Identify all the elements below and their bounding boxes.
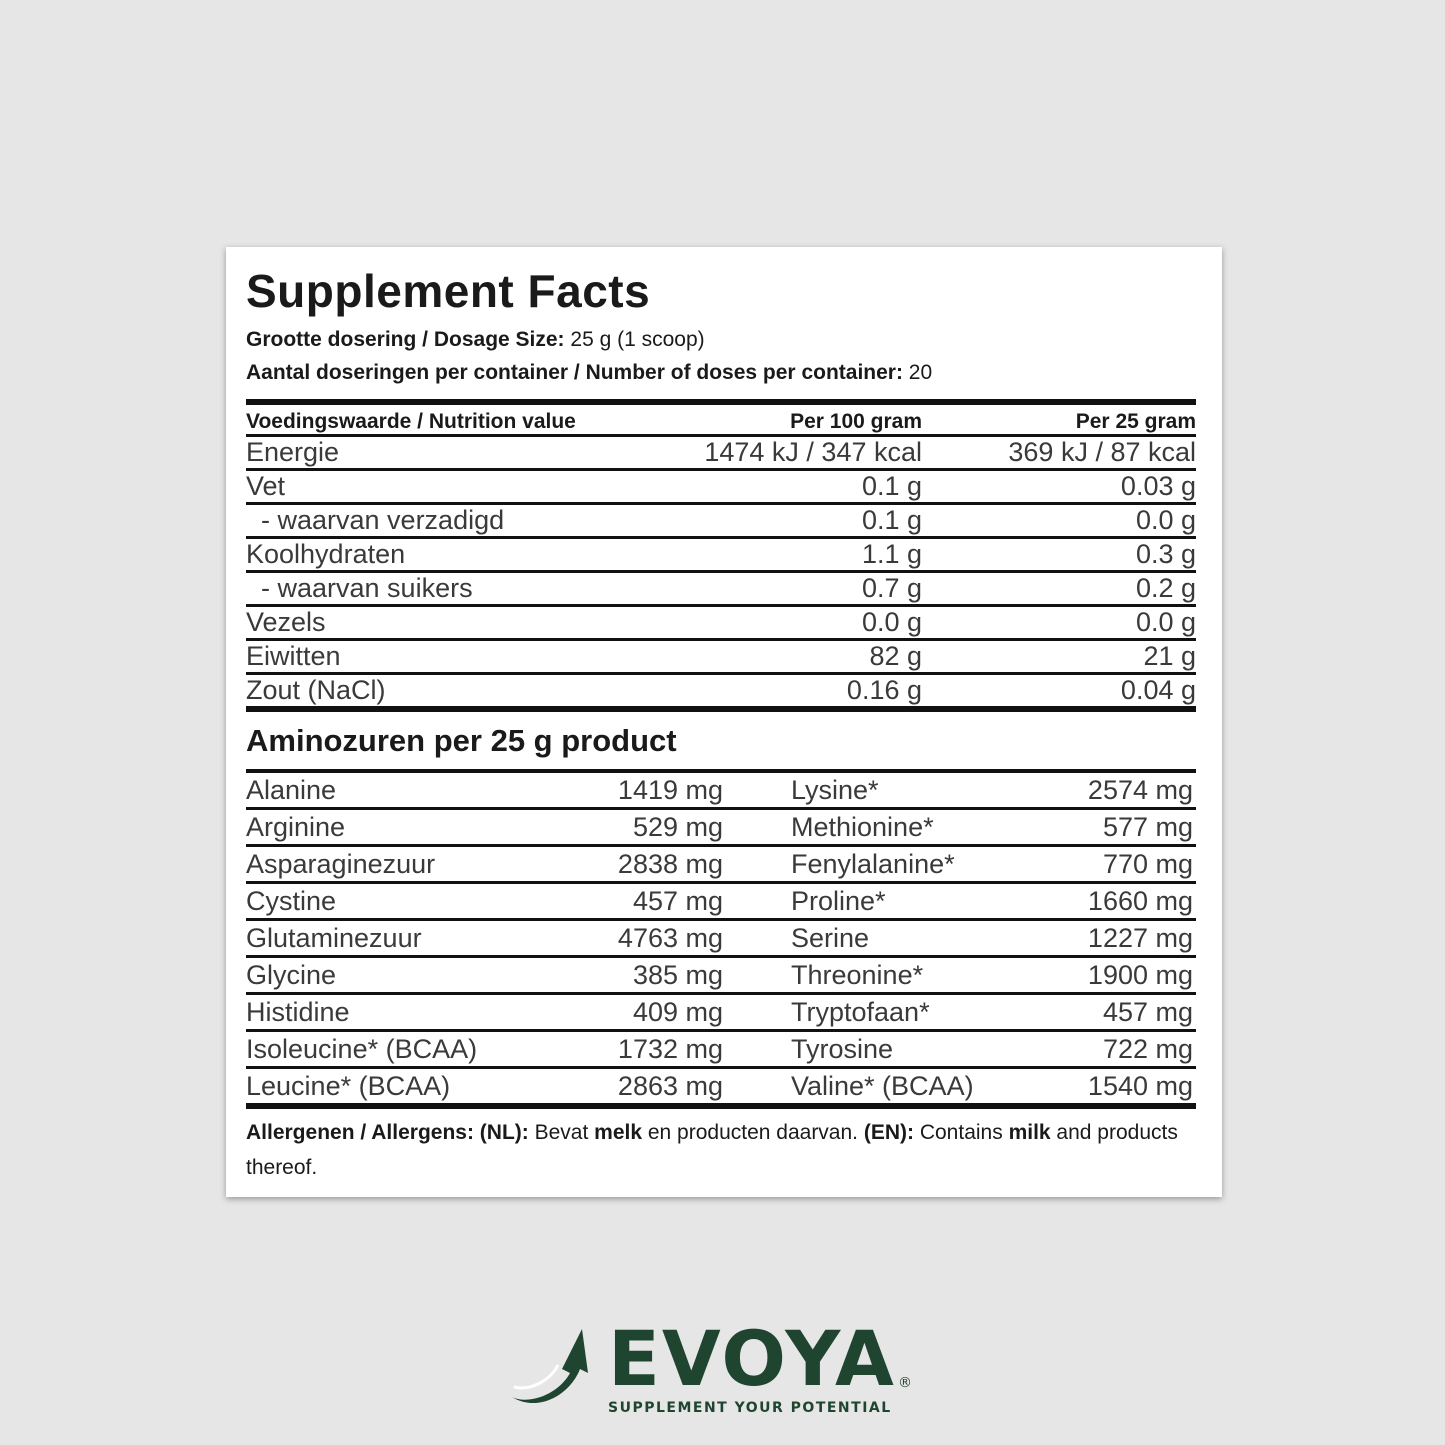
- nutrition-row: [246, 536, 1196, 570]
- nutrition-header-per100: Per 100 gram: [790, 410, 922, 433]
- amino-row: [246, 918, 1196, 955]
- doses-per-container-value: 20: [902, 361, 933, 384]
- amino-name: Asparaginezuur: [246, 848, 436, 879]
- nutrition-per25: 0.0 g: [1135, 505, 1196, 535]
- nutrition-per100: 0.1 g: [861, 471, 922, 501]
- nutrition-row: [246, 434, 1196, 468]
- amino-name: Serine: [791, 922, 870, 953]
- nutrition-per25: 0.3 g: [1135, 539, 1196, 569]
- allergen-label: Allergenen / Allergens: (NL):: [246, 1121, 529, 1144]
- amino-name: Histidine: [246, 996, 350, 1027]
- allergen-text: and products thereof.: [246, 1121, 1178, 1179]
- nutrition-per25: 21 g: [1143, 641, 1196, 671]
- allergen-milk-en: milk: [1008, 1121, 1051, 1144]
- amino-value: 2574 mg: [1087, 774, 1193, 805]
- supplement-facts-panel: [226, 247, 1222, 1197]
- amino-name: Glutaminezuur: [246, 922, 422, 953]
- amino-name: Cystine: [246, 885, 337, 916]
- nutrition-name: Koolhydraten: [246, 539, 406, 569]
- nutrition-header: [246, 405, 1196, 434]
- amino-row: [246, 881, 1196, 918]
- dosage-size-label: Grootte dosering / Dosage Size:: [246, 328, 565, 351]
- amino-value: 4763 mg: [617, 922, 723, 953]
- allergen-en-label: (EN):: [863, 1121, 914, 1144]
- nutrition-per25: 0.0 g: [1135, 607, 1196, 637]
- nutrition-per100: 0.0 g: [861, 607, 922, 637]
- amino-value: 577 mg: [1102, 811, 1193, 842]
- allergen-text: Contains: [914, 1121, 1009, 1144]
- nutrition-row: [246, 638, 1196, 672]
- nutrition-row: [246, 468, 1196, 502]
- amino-value: 529 mg: [632, 811, 723, 842]
- amino-value: 1419 mg: [617, 774, 723, 805]
- serving-info: [246, 323, 1196, 389]
- amino-value: 1540 mg: [1087, 1070, 1193, 1101]
- amino-value: 2863 mg: [617, 1070, 723, 1101]
- allergen-text: en producten daarvan.: [642, 1121, 864, 1144]
- amino-value: 457 mg: [632, 885, 723, 916]
- allergen-text: Bevat: [528, 1121, 595, 1144]
- nutrition-per25: 0.04 g: [1120, 675, 1196, 705]
- nutrition-per25: 0.03 g: [1120, 471, 1196, 501]
- nutrition-header-name: Voedingswaarde / Nutrition value: [246, 410, 576, 433]
- arrow-mark-icon: [508, 1325, 598, 1415]
- nutrition-name: - waarvan verzadigd: [261, 505, 505, 535]
- amino-row: [246, 844, 1196, 881]
- amino-table: [246, 769, 1196, 1103]
- amino-name: Tyrosine: [791, 1033, 894, 1064]
- amino-name: Leucine* (BCAA): [246, 1070, 451, 1101]
- nutrition-row: [246, 604, 1196, 638]
- nutrition-per100: 82 g: [869, 641, 922, 671]
- nutrition-table: [246, 434, 1196, 706]
- brand-tagline: SUPPLEMENT YOUR POTENTIAL: [608, 1400, 892, 1416]
- nutrition-name: Zout (NaCl): [246, 675, 386, 705]
- amino-name: Tryptofaan*: [791, 996, 930, 1027]
- amino-name: Fenylalanine*: [791, 848, 955, 879]
- amino-name: Glycine: [246, 959, 337, 990]
- nutrition-row: [246, 502, 1196, 536]
- nutrition-header-per25: Per 25 gram: [1075, 410, 1196, 433]
- doses-per-container-line: [246, 356, 1196, 389]
- nutrition-per100: 0.1 g: [861, 505, 922, 535]
- brand-logo: [508, 1314, 918, 1420]
- nutrition-per25: 0.2 g: [1135, 573, 1196, 603]
- nutrition-per25: 369 kJ / 87 kcal: [1008, 437, 1196, 467]
- nutrition-name: Vezels: [246, 607, 326, 637]
- amino-value: 385 mg: [632, 959, 723, 990]
- nutrition-name: Energie: [246, 437, 340, 467]
- amino-row: [246, 1029, 1196, 1066]
- amino-row: [246, 807, 1196, 844]
- amino-name: Isoleucine* (BCAA): [246, 1033, 478, 1064]
- amino-title: Aminozuren per 25 g product: [246, 722, 677, 758]
- amino-name: Valine* (BCAA): [791, 1070, 974, 1101]
- doses-per-container-label: Aantal doseringen per container / Number of doses per container:: [246, 361, 903, 384]
- brand-name: EVOYA: [608, 1314, 896, 1403]
- amino-row: [246, 1066, 1196, 1103]
- amino-value: 409 mg: [632, 996, 723, 1027]
- amino-row: [246, 769, 1196, 807]
- nutrition-name: Vet: [246, 471, 286, 501]
- divider: [246, 1103, 1196, 1109]
- amino-row: [246, 992, 1196, 1029]
- amino-name: Alanine: [246, 774, 337, 805]
- amino-name: Methionine*: [791, 811, 934, 842]
- amino-value: 1732 mg: [617, 1033, 723, 1064]
- nutrition-row: [246, 570, 1196, 604]
- nutrition-per100: 1.1 g: [861, 539, 922, 569]
- nutrition-name: - waarvan suikers: [261, 573, 473, 603]
- amino-value: 722 mg: [1102, 1033, 1193, 1064]
- amino-name: Arginine: [246, 811, 346, 842]
- amino-name: Proline*: [791, 885, 886, 916]
- amino-name: Threonine*: [791, 959, 924, 990]
- amino-name: Lysine*: [791, 774, 879, 805]
- nutrition-name: Eiwitten: [246, 641, 341, 671]
- nutrition-row: [246, 672, 1196, 706]
- registered-mark: ®: [898, 1375, 912, 1391]
- amino-row: [246, 955, 1196, 992]
- facts-title: Supplement Facts: [246, 265, 651, 317]
- amino-value: 2838 mg: [617, 848, 723, 879]
- amino-value: 1227 mg: [1087, 922, 1193, 953]
- amino-value: 457 mg: [1102, 996, 1193, 1027]
- allergen-statement: [246, 1115, 1196, 1185]
- amino-value: 770 mg: [1102, 848, 1193, 879]
- allergen-milk-nl: melk: [594, 1121, 643, 1144]
- amino-value: 1900 mg: [1087, 959, 1193, 990]
- nutrition-per100: 1474 kJ / 347 kcal: [704, 437, 922, 467]
- dosage-size-value: 25 g (1 scoop): [564, 328, 705, 351]
- nutrition-per100: 0.16 g: [846, 675, 922, 705]
- dosage-size-line: [246, 323, 1196, 356]
- nutrition-per100: 0.7 g: [861, 573, 922, 603]
- amino-value: 1660 mg: [1087, 885, 1193, 916]
